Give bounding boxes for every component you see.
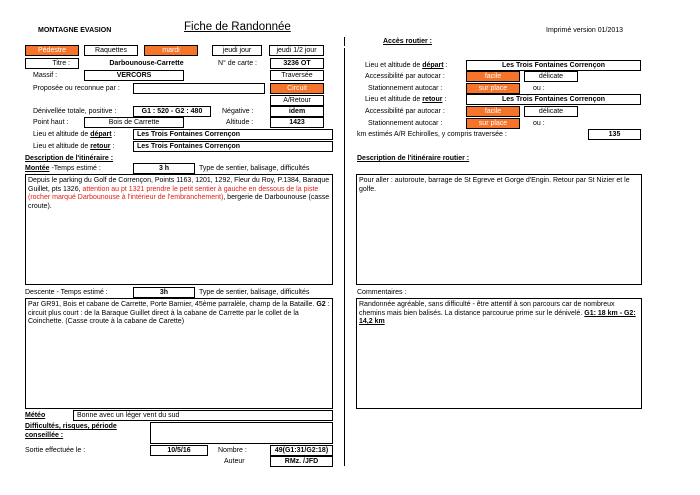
altitude-value: 1423	[270, 117, 324, 128]
montee-time: 3 h	[133, 163, 195, 174]
org-name: MONTAGNE EVASION	[38, 27, 112, 34]
routier-description[interactable]: Pour aller : autoroute, barrage de St Egreve et Gorge d'Engin. Retour par St Nizier et le golfe.	[356, 174, 642, 285]
depart-value: Les Trois Fontaines Corrençon	[133, 129, 333, 140]
header-divider	[344, 37, 345, 46]
option-traversee[interactable]: Traversée	[270, 70, 324, 81]
r-depart-label: Lieu et altitude de départ :	[365, 62, 448, 69]
tag-jeudi-jour[interactable]: jeudi jour	[212, 45, 262, 56]
comments-label: Commentaires :	[357, 289, 407, 296]
negative-label: Négative :	[222, 108, 254, 115]
column-divider	[344, 48, 345, 466]
access2-label: Accessibilité par autocar :	[365, 108, 445, 115]
station1-surplace[interactable]: sur place	[466, 83, 520, 94]
montee-label: Montée -Temps estimé :	[25, 165, 101, 172]
altitude-label: Altitude :	[226, 119, 254, 126]
tag-pedestre[interactable]: Pédestre	[25, 45, 79, 56]
massif-label: Massif :	[33, 72, 58, 79]
titre-value: Darbounouse-Carrette	[109, 60, 184, 67]
difficultes-value[interactable]	[150, 422, 333, 444]
page-title: Fiche de Randonnée	[184, 21, 291, 33]
point-haut-value: Bois de Carrette	[84, 117, 184, 128]
acces-title: Accès routier :	[383, 38, 433, 45]
access1-label: Accessibilité par autocar :	[365, 73, 445, 80]
station1-label: Stationnement autocar :	[368, 85, 443, 92]
access1-facile[interactable]: facile	[466, 71, 520, 82]
km-value: 135	[588, 129, 641, 140]
auteur-value: RMz. /JFD	[270, 456, 333, 467]
sentier-label-2: Type de sentier, balisage, difficultés	[199, 289, 310, 296]
descente-description[interactable]: Par GR91, Bois et cabane de Carrette, Porte Barnier, 45ème parralèle, champ de la Bataille. G2 : circuit plus court : de la Baraque Guillet direct à la cabane de Carrette par le collet de la Coinchette. (Casse croute à la cabane de Carette)	[25, 298, 333, 409]
access1-delicate[interactable]: délicate	[524, 71, 578, 82]
carte-value: 3236 OT	[270, 58, 324, 69]
massif-value: VERCORS	[84, 70, 184, 81]
station1-ou: ou :	[533, 85, 545, 92]
r-retour-label: Lieu et altitude de retour :	[365, 96, 447, 103]
r-retour-value: Les Trois Fontaines Corrençon	[466, 94, 641, 105]
station2-label: Stationnement autocar :	[368, 120, 443, 127]
retour-label: Lieu et altitude de retour :	[33, 143, 115, 150]
carte-label: N° de carte :	[218, 60, 257, 67]
printed-version: Imprimé version 01/2013	[546, 27, 624, 34]
r-depart-value: Les Trois Fontaines Corrençon	[466, 60, 641, 71]
deniv-label: Dénivellée totale, positive :	[33, 108, 117, 115]
negative-value: idem	[270, 106, 324, 117]
montee-description[interactable]: Depuis le parking du Golf de Corrençon, Points 1163, 1201, 1292, Fleur du Roy, P.1384, Baraque Guillet, pts 1326, attention au pt 1321 prendre le petit sentier à gauche en dessous de la piste (rocher marqué Darbounouse à l'intérieur de l'embranchement), bergerie de Darbounouse (casse croute).	[25, 174, 333, 285]
titre-label-box	[25, 58, 79, 69]
tag-raquettes[interactable]: Raquettes	[84, 45, 138, 56]
sentier-label: Type de sentier, balisage, difficultés	[199, 165, 310, 172]
difficultes-label: Difficultés, risques, période conseillée :	[25, 423, 117, 439]
point-haut-label: Point haut :	[33, 119, 69, 126]
station2-ou: ou :	[533, 120, 545, 127]
meteo-value[interactable]: Bonne avec un léger vent du sud	[73, 410, 333, 421]
descente-label: Descente - Temps estimé :	[25, 289, 108, 296]
access2-delicate[interactable]: délicate	[524, 106, 578, 117]
tag-jeudi-half[interactable]: jeudi 1/2 jour	[269, 45, 324, 56]
propose-label: Proposée ou reconnue par :	[33, 85, 120, 92]
km-label: km estimés A/R Echirolles, y compris traversée :	[357, 131, 507, 138]
auteur-label: Auteur	[224, 458, 245, 465]
nombre-value: 49(G1:31/G2:18)	[270, 445, 333, 456]
meteo-label: Météo	[25, 412, 46, 419]
access2-facile[interactable]: facile	[466, 106, 520, 117]
propose-field[interactable]	[133, 83, 265, 94]
titre-label: Titre :	[52, 60, 70, 67]
sortie-value: 10/5/16	[150, 445, 208, 456]
option-aretour[interactable]: A/Retour	[270, 95, 324, 106]
desc-routier-title: Description de l'itinéraire routier :	[357, 155, 470, 162]
tag-day[interactable]: mardi	[144, 45, 198, 56]
desc-title: Description de l'itinéraire :	[25, 155, 114, 162]
station2-surplace[interactable]: sur place	[466, 118, 520, 129]
nombre-label: Nombre :	[218, 447, 247, 454]
retour-value: Les Trois Fontaines Corrençon	[133, 141, 333, 152]
option-circuit[interactable]: Circuit	[270, 83, 324, 94]
depart-label: Lieu et altitude de départ :	[33, 131, 116, 138]
comments-box[interactable]: Randonnée agréable, sans difficulté - être attentif à son parcours car de nombreux chemins mais bien balisés. La distance parcourue prime sur le dénivelé. G1: 18 km - G2: 14,2 km	[356, 298, 642, 409]
deniv-value: G1 : 520 - G2 : 480	[133, 106, 211, 117]
descente-time: 3h	[133, 287, 195, 298]
sortie-label: Sortie effectuée le :	[25, 447, 86, 454]
